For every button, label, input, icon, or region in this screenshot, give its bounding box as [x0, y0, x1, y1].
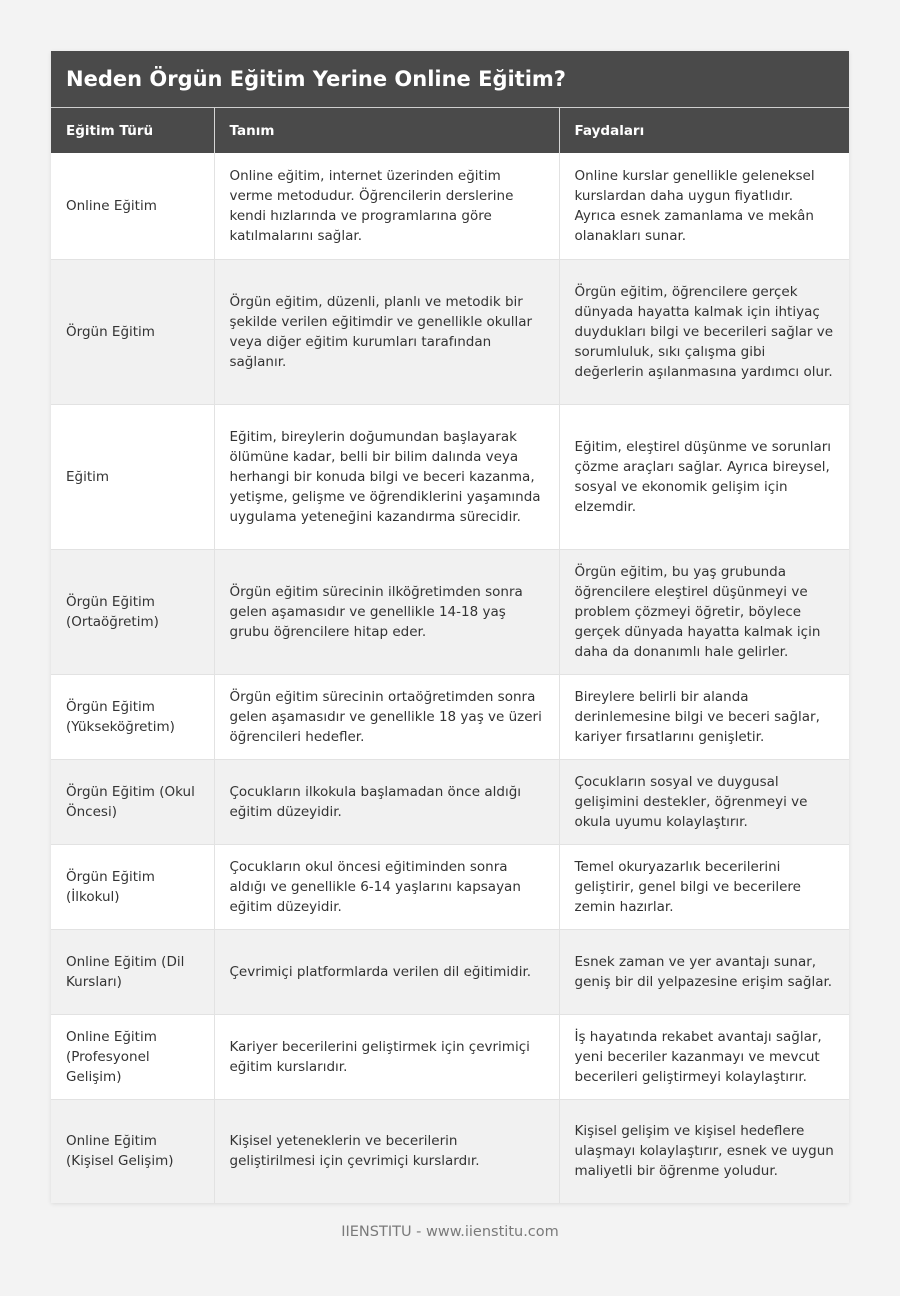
- table-header-row: [51, 108, 849, 153]
- cell-definition: Örgün eğitim, düzenli, planlı ve metodik bir şekilde verilen eğitimdir ve genellikle okullar veya diğer eğitim kurumları tarafından sağlanır.: [214, 259, 559, 404]
- cell-benefits: Temel okuryazarlık becerilerini geliştirir, genel bilgi ve becerilere zemin hazırlar.: [559, 844, 849, 929]
- cell-type: Örgün Eğitim (Ortaöğretim): [51, 549, 214, 674]
- cell-definition: Kariyer becerilerini geliştirmek için çevrimiçi eğitim kurslarıdır.: [214, 1014, 559, 1099]
- education-comparison-table: [51, 108, 849, 1203]
- comparison-card: [51, 51, 849, 1203]
- table-row: [51, 759, 849, 844]
- column-header-definition: Tanım: [214, 108, 559, 153]
- table-row: [51, 549, 849, 674]
- cell-type: Örgün Eğitim (İlkokul): [51, 844, 214, 929]
- table-row: [51, 404, 849, 549]
- table-row: [51, 1099, 849, 1203]
- cell-type: Örgün Eğitim: [51, 259, 214, 404]
- cell-definition: Çocukların okul öncesi eğitiminden sonra aldığı ve genellikle 6-14 yaşlarını kapsayan eğitim düzeyidir.: [214, 844, 559, 929]
- column-header-benefits: Faydaları: [559, 108, 849, 153]
- table-row: [51, 929, 849, 1014]
- cell-benefits: Bireylere belirli bir alanda derinlemesine bilgi ve beceri sağlar, kariyer fırsatlarını genişletir.: [559, 674, 849, 759]
- table-row: [51, 844, 849, 929]
- column-header-type: Eğitim Türü: [51, 108, 214, 153]
- cell-benefits: Örgün eğitim, bu yaş grubunda öğrencilere eleştirel düşünmeyi ve problem çözmeyi öğretir, böylece gerçek dünyada hayatta kalmak için daha da donanımlı hale gelirler.: [559, 549, 849, 674]
- cell-benefits: Eğitim, eleştirel düşünme ve sorunları çözme araçları sağlar. Ayrıca bireysel, sosyal ve ekonomik gelişim için elzemdir.: [559, 404, 849, 549]
- cell-type: Online Eğitim (Profesyonel Gelişim): [51, 1014, 214, 1099]
- cell-definition: Örgün eğitim sürecinin ortaöğretimden sonra gelen aşamasıdır ve genellikle 18 yaş ve üzeri öğrencileri hedefler.: [214, 674, 559, 759]
- page-title: Neden Örgün Eğitim Yerine Online Eğitim?: [51, 51, 849, 108]
- cell-benefits: İş hayatında rekabet avantajı sağlar, yeni beceriler kazanmayı ve mevcut becerileri geliştirmeyi kolaylaştırır.: [559, 1014, 849, 1099]
- cell-definition: Eğitim, bireylerin doğumundan başlayarak ölümüne kadar, belli bir bilim dalında veya herhangi bir konuda bilgi ve beceri kazanma, yetişme, gelişme ve öğrendiklerini yaşamında uygulama yeteneğini kazandırma sürecidir.: [214, 404, 559, 549]
- cell-definition: Çocukların ilkokula başlamadan önce aldığı eğitim düzeyidir.: [214, 759, 559, 844]
- cell-definition: Online eğitim, internet üzerinden eğitim verme metodudur. Öğrencilerin derslerine kendi hızlarında ve programlarına göre katılmalarını sağlar.: [214, 153, 559, 259]
- cell-benefits: Örgün eğitim, öğrencilere gerçek dünyada hayatta kalmak için ihtiyaç duydukları bilgi ve becerileri sağlar ve sorumluluk, sıkı çalışma gibi değerlerin aşılanmasına yardımcı olur.: [559, 259, 849, 404]
- cell-type: Eğitim: [51, 404, 214, 549]
- table-row: [51, 1014, 849, 1099]
- cell-type: Online Eğitim (Kişisel Gelişim): [51, 1099, 214, 1203]
- cell-benefits: Esnek zaman ve yer avantajı sunar, geniş bir dil yelpazesine erişim sağlar.: [559, 929, 849, 1014]
- cell-type: Online Eğitim (Dil Kursları): [51, 929, 214, 1014]
- table-row: [51, 153, 849, 259]
- cell-type: Örgün Eğitim (Yükseköğretim): [51, 674, 214, 759]
- cell-benefits: Çocukların sosyal ve duygusal gelişimini destekler, öğrenmeyi ve okula uyumu kolaylaştırır.: [559, 759, 849, 844]
- cell-benefits: Kişisel gelişim ve kişisel hedeflere ulaşmayı kolaylaştırır, esnek ve uygun maliyetli bir öğrenme yoludur.: [559, 1099, 849, 1203]
- table-row: [51, 674, 849, 759]
- cell-definition: Çevrimiçi platformlarda verilen dil eğitimidir.: [214, 929, 559, 1014]
- cell-type: Örgün Eğitim (Okul Öncesi): [51, 759, 214, 844]
- cell-type: Online Eğitim: [51, 153, 214, 259]
- cell-definition: Kişisel yeteneklerin ve becerilerin geliştirilmesi için çevrimiçi kurslardır.: [214, 1099, 559, 1203]
- table-row: [51, 259, 849, 404]
- footer-credit: IIENSTITU - www.iienstitu.com: [341, 1224, 559, 1240]
- cell-definition: Örgün eğitim sürecinin ilköğretimden sonra gelen aşamasıdır ve genellikle 14-18 yaş grubu öğrencilere hitap eder.: [214, 549, 559, 674]
- cell-benefits: Online kurslar genellikle geleneksel kurslardan daha uygun fiyatlıdır. Ayrıca esnek zamanlama ve mekân olanakları sunar.: [559, 153, 849, 259]
